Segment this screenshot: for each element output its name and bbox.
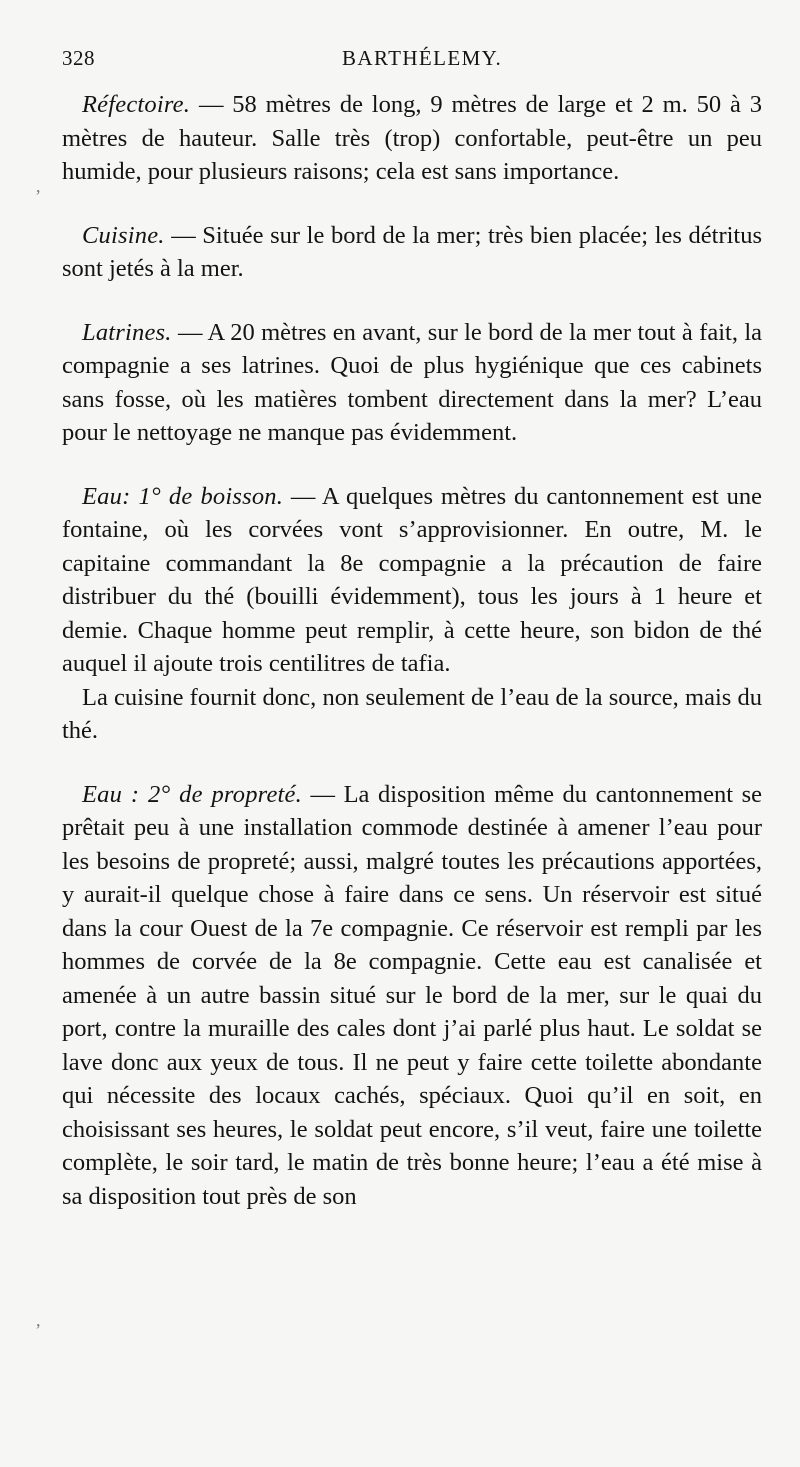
page-number: 328 <box>62 46 95 70</box>
paragraph-cuisine <box>62 219 762 286</box>
paragraph-refectoire <box>62 88 762 189</box>
page-header <box>62 46 738 78</box>
section-label-cuisine: Cuisine. <box>82 221 165 249</box>
section-label-eau-proprete: Eau : 2° de propreté. <box>82 780 302 808</box>
paragraph-cuisine-the <box>62 681 762 748</box>
running-head: BARTHÉLEMY. <box>342 46 503 70</box>
margin-mark: , <box>36 176 41 196</box>
section-text-cuisine-the: La cuisine fournit donc, non seulement de l’eau de la source, mais du thé. <box>62 683 762 744</box>
section-label-eau-boisson: Eau: 1° de boisson. <box>82 482 284 510</box>
section-label-latrines: Latrines. <box>82 318 172 346</box>
paragraph-latrines <box>62 316 762 450</box>
section-text-latrines: — A 20 mètres en avant, sur le bord de la mer tout à fait, la compagnie a ses latrines. Quoi de plus hygiénique que ces cabinets sans fosse, où les matières tombent directement dans la mer? L’eau pour le nettoyage ne manque pas évidemment. <box>62 318 762 446</box>
margin-mark: , <box>36 1310 41 1330</box>
section-text-eau-boisson: — A quelques mètres du cantonnement est une fontaine, où les corvées vont s’approvisionner. En outre, M. le capitaine commandant la 8e compagnie a la précaution de faire distribuer du thé (bouilli évidemment), tous les jours à 1 heure et demie. Chaque homme peut remplir, à cette heure, son bidon de thé auquel il ajoute trois centilitres de tafia. <box>62 482 762 677</box>
section-text-refectoire: — 58 mètres de long, 9 mètres de large et 2 m. 50 à 3 mètres de hauteur. Salle très (trop) confortable, peut-être un peu humide, pour plusieurs raisons; cela est sans importance. <box>62 91 762 185</box>
section-label-refectoire: Réfectoire. <box>82 91 191 118</box>
section-text-cuisine: — Située sur le bord de la mer; très bien placée; les détritus sont jetés à la mer. <box>62 221 762 282</box>
page-body <box>62 88 762 1213</box>
section-text-eau-proprete: — La disposition même du cantonnement se prêtait peu à une installation commode destinée à amener l’eau pour les besoins de propreté; aussi, malgré toutes les précautions apportées, y aurait-il quelque chose à faire dans ce sens. Un réservoir est situé dans la cour Ouest de la 7e compagnie. Ce réservoir est rempli par les hommes de corvée de la 8e compagnie. Cette eau est canalisée et amenée à un autre bassin situé sur le bord de la mer, sur le quai du port, contre la muraille des cales dont j’ai parlé plus haut. Le soldat se lave donc aux yeux de tous. Il ne peut y faire cette toilette abondante qui nécessite des locaux cachés, spéciaux. Quoi qu’il en soit, en choisissant ses heures, le soldat peut encore, s’il veut, faire une toilette complète, le soir tard, le matin de très bonne heure; l’eau a été mise à sa disposition tout près de son <box>62 780 762 1210</box>
paragraph-eau-proprete <box>62 778 762 1214</box>
paragraph-eau-boisson <box>62 480 762 681</box>
